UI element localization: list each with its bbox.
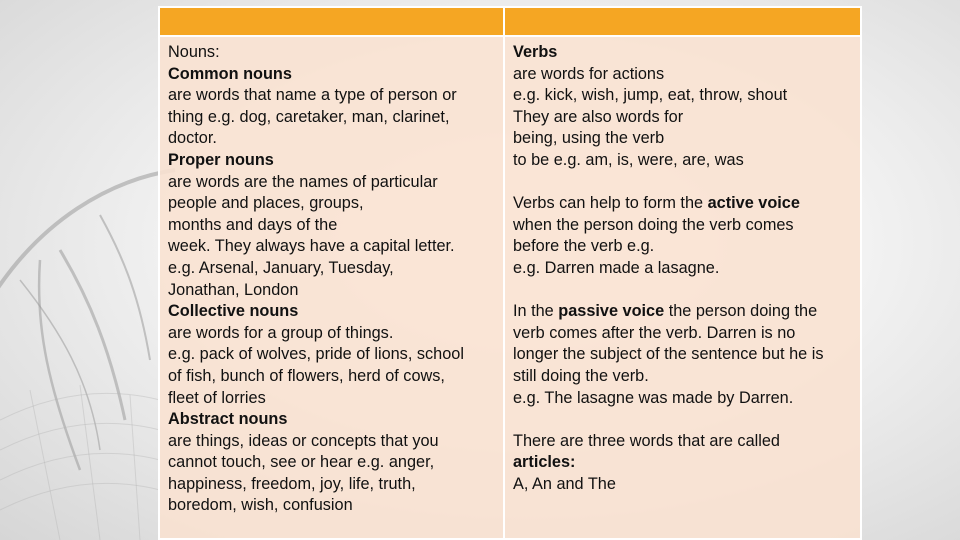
nouns-text-line: Jonathan, London bbox=[168, 280, 299, 299]
nouns-text-line: people and places, groups, bbox=[168, 194, 364, 213]
verbs-cell bbox=[504, 36, 861, 539]
abstract-nouns-title: Abstract nouns bbox=[168, 410, 288, 429]
verbs-text-line: being, using the verb bbox=[513, 129, 665, 148]
verbs-text-line: when the person doing the verb comes bbox=[513, 215, 794, 234]
verbs-text-line: e.g. Darren made a lasagne. bbox=[513, 258, 720, 277]
verbs-text-line: They are also words for bbox=[513, 107, 684, 126]
passive-voice-term: passive voice bbox=[558, 302, 665, 321]
nouns-text-line: e.g. Arsenal, January, Tuesday, bbox=[168, 258, 394, 277]
verbs-text-line: longer the subject of the sentence but he is bbox=[513, 345, 824, 364]
verbs-text-line: to be e.g. am, is, were, are, was bbox=[513, 150, 744, 169]
nouns-text-line: are words for a group of things. bbox=[168, 323, 394, 342]
verbs-text-line: before the verb e.g. bbox=[513, 237, 655, 256]
nouns-text-line: e.g. pack of wolves, pride of lions, school bbox=[168, 345, 464, 364]
nouns-text-line: fleet of lorries bbox=[168, 388, 266, 407]
nouns-text-line: thing e.g. dog, caretaker, man, clarinet, bbox=[168, 107, 450, 126]
collective-nouns-title: Collective nouns bbox=[168, 302, 299, 321]
verbs-text-line: e.g. kick, wish, jump, eat, throw, shout bbox=[513, 86, 788, 105]
header-cell-left bbox=[159, 7, 504, 36]
articles-term: articles: bbox=[513, 453, 576, 472]
articles-list: A, An and The bbox=[513, 474, 616, 493]
nouns-text-line: are words are the names of particular bbox=[168, 172, 438, 191]
nouns-text-line: are things, ideas or concepts that you bbox=[168, 431, 439, 450]
verbs-text-line: verb comes after the verb. Darren is no bbox=[513, 323, 796, 342]
nouns-text-line: week. They always have a capital letter. bbox=[168, 237, 455, 256]
active-voice-term: active voice bbox=[707, 194, 800, 213]
active-voice-prefix: Verbs can help to form the bbox=[513, 194, 708, 213]
table-body-row bbox=[159, 36, 861, 539]
table-header-row bbox=[159, 7, 861, 36]
nouns-text-line: are words that name a type of person or bbox=[168, 86, 457, 105]
articles-intro: There are three words that are called bbox=[513, 431, 780, 450]
verbs-text-line: e.g. The lasagne was made by Darren. bbox=[513, 388, 794, 407]
paragraph-gap bbox=[513, 409, 854, 431]
nouns-verbs-table bbox=[158, 6, 862, 540]
header-cell-right bbox=[504, 7, 861, 36]
nouns-text-line: happiness, freedom, joy, life, truth, bbox=[168, 474, 416, 493]
nouns-text-line: doctor. bbox=[168, 129, 217, 148]
common-nouns-title: Common nouns bbox=[168, 64, 292, 83]
passive-voice-suffix: the person doing the bbox=[664, 302, 818, 321]
verbs-heading: Verbs bbox=[513, 43, 558, 61]
nouns-text-line: of fish, bunch of flowers, herd of cows, bbox=[168, 366, 445, 385]
nouns-cell bbox=[159, 36, 504, 539]
verbs-text-line: still doing the verb. bbox=[513, 366, 649, 385]
nouns-text-line: months and days of the bbox=[168, 215, 338, 234]
active-voice-line bbox=[513, 193, 854, 215]
proper-nouns-title: Proper nouns bbox=[168, 150, 274, 169]
nouns-text-line: cannot touch, see or hear e.g. anger, bbox=[168, 453, 435, 472]
verbs-text-line: are words for actions bbox=[513, 64, 665, 83]
nouns-heading: Nouns: bbox=[168, 43, 220, 61]
passive-voice-line bbox=[513, 301, 854, 323]
nouns-text-line: boredom, wish, confusion bbox=[168, 496, 353, 515]
passive-voice-prefix: In the bbox=[513, 302, 559, 321]
paragraph-gap bbox=[513, 280, 854, 302]
paragraph-gap bbox=[513, 172, 854, 194]
